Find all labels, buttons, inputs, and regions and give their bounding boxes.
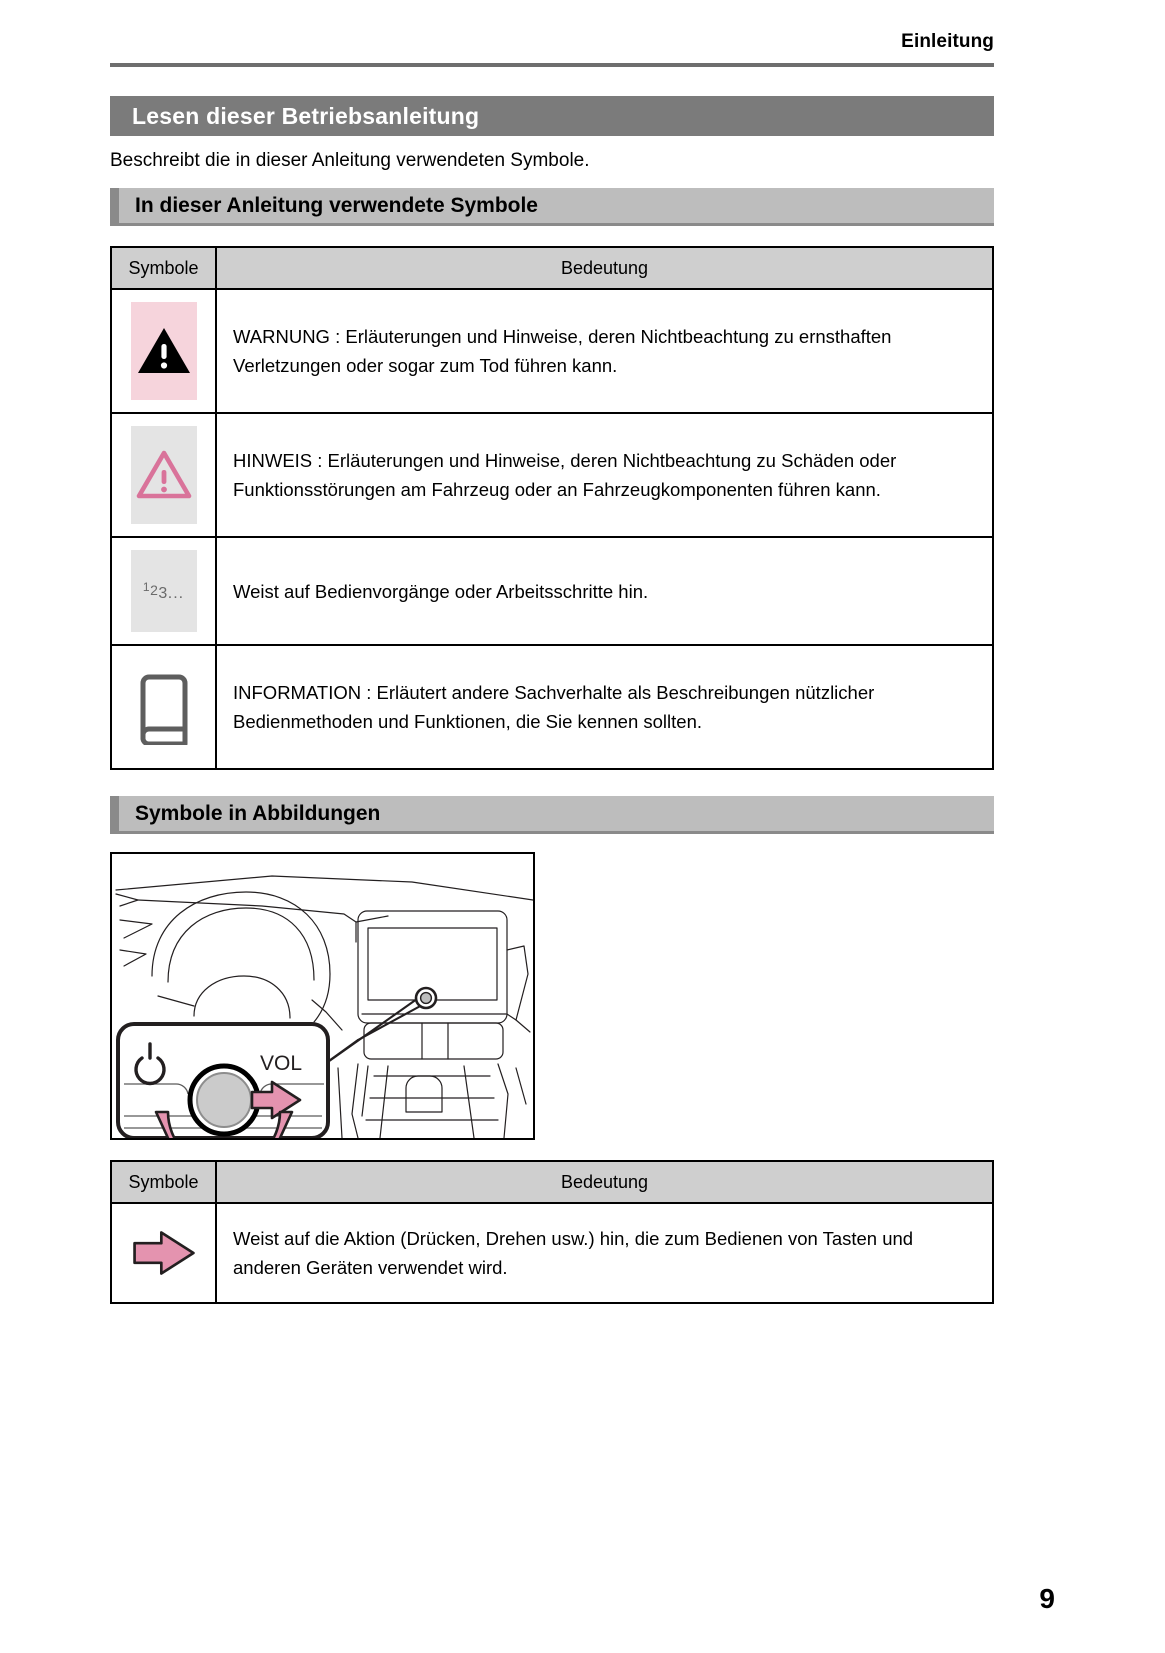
section1-intro-text: Beschreibt die in dieser Anleitung verwendeten Symbole. bbox=[110, 150, 590, 171]
numbered-steps-icon bbox=[131, 550, 197, 632]
meaning-cell: WARNUNG : Erläuterungen und Hinweise, deren Nichtbeachtung zu ernsthaften Verletzungen oder sogar zum Tod führen kann. bbox=[216, 289, 993, 413]
pink-arrow-icon bbox=[131, 1216, 197, 1290]
meaning-cell: HINWEIS : Erläuterungen und Hinweise, deren Nichtbeachtung zu Schäden oder Funktionsstörungen am Fahrzeug oder an Fahrzeugkomponenten führen kann. bbox=[216, 413, 993, 537]
section-heading-symbole-anleitung: In dieser Anleitung verwendete Symbole bbox=[110, 188, 994, 226]
meaning-cell: Weist auf Bedienvorgänge oder Arbeitsschritte hin. bbox=[216, 537, 993, 645]
dashboard-audio-knob-illustration bbox=[110, 852, 535, 1140]
warning-triangle-icon bbox=[131, 302, 197, 400]
header-chapter-title: Einleitung bbox=[901, 31, 994, 52]
header-divider bbox=[110, 63, 994, 67]
symbol-cell bbox=[111, 1203, 216, 1303]
svg-text:VOL: VOL bbox=[260, 1052, 303, 1075]
symbol-cell bbox=[111, 645, 216, 769]
page-number: 9 bbox=[1039, 1583, 1055, 1614]
table-header-row bbox=[111, 247, 993, 289]
page-header bbox=[110, 30, 994, 67]
section-heading-symbole-abbildungen: Symbole in Abbildungen bbox=[110, 796, 994, 834]
column-header-symbole: Symbole bbox=[111, 1161, 216, 1203]
table-header-row bbox=[111, 1161, 993, 1203]
meaning-cell: Weist auf die Aktion (Drücken, Drehen usw.) hin, die zum Bedienen von Tasten und anderen Geräten verwendet wird. bbox=[216, 1203, 993, 1303]
step-number-two: 2 bbox=[150, 581, 159, 598]
caution-triangle-icon bbox=[131, 426, 197, 524]
page-content bbox=[110, 96, 994, 1304]
column-header-bedeutung: Bedeutung bbox=[216, 247, 993, 289]
meaning-cell: INFORMATION : Erläutert andere Sachverhalte als Beschreibungen nützlicher Bedienmethoden und Funktionen, die Sie kennen sollten. bbox=[216, 645, 993, 769]
column-header-symbole: Symbole bbox=[111, 247, 216, 289]
table-row bbox=[111, 289, 993, 413]
table-row bbox=[111, 1203, 993, 1303]
table-row bbox=[111, 537, 993, 645]
table-row bbox=[111, 413, 993, 537]
symbol-cell bbox=[111, 537, 216, 645]
symbols-table bbox=[110, 246, 994, 770]
step-number-three: 3 bbox=[158, 584, 168, 602]
symbol-cell bbox=[111, 413, 216, 537]
section-heading-level1: Lesen dieser Betriebsanleitung bbox=[110, 96, 994, 136]
illustration-symbols-table bbox=[110, 1160, 994, 1304]
table-row bbox=[111, 645, 993, 769]
book-icon bbox=[131, 658, 197, 756]
column-header-bedeutung: Bedeutung bbox=[216, 1161, 993, 1203]
step-ellipsis: ... bbox=[167, 584, 185, 602]
step-number-one: 1 bbox=[142, 579, 151, 594]
symbol-cell bbox=[111, 289, 216, 413]
